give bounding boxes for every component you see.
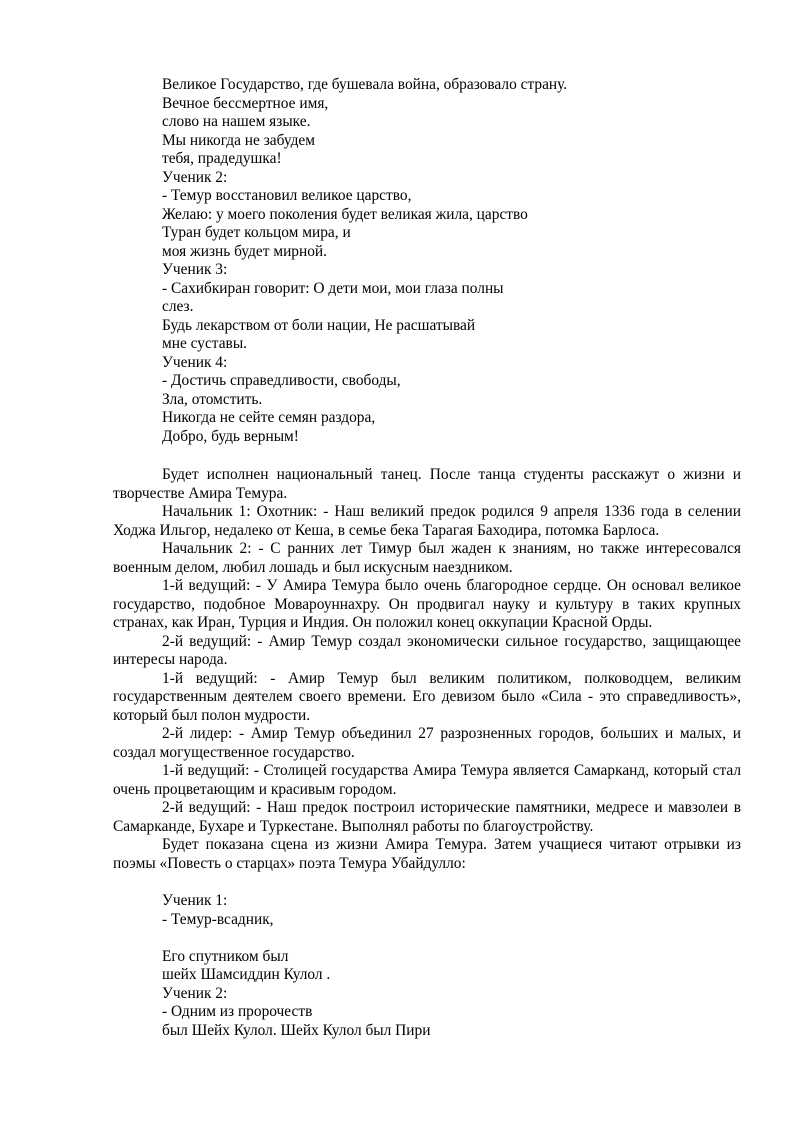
verse-line: был Шейх Кулол. Шейх Кулол был Пири [162, 1021, 431, 1039]
speaker-label: Ученик 2: [162, 168, 228, 186]
verse-line: Туран будет кольцом мира, и [162, 224, 351, 241]
poem-verse-top [162, 76, 722, 446]
speaker-label: Ученик 4: [162, 353, 228, 371]
verse-line: - Сахибкиран говорит: О дети мои, мои глаза полны [162, 279, 504, 297]
verse-line: Мы никогда не забудем [162, 131, 315, 149]
paragraph: 2-й лидер: - Амир Темур объединил 27 разрозненных городов, больших и малых, и создал могущественное государство. [113, 725, 741, 761]
script-prose [113, 466, 741, 873]
paragraph: Будет исполнен национальный танец. После танца студенты расскажут о жизни и творчестве Амира Темура. [113, 466, 741, 502]
poem-verse-bottom [162, 892, 722, 1040]
verse-line: Будь лекарством от боли нации, Не расшатывай [162, 316, 476, 334]
verse-line: - Темур-всадник, [162, 910, 274, 928]
paragraph: 2-й ведущий: - Амир Темур создал экономически сильное государство, защищающее интересы народа. [113, 632, 741, 668]
speaker-label: Ученик 2: [162, 984, 228, 1002]
verse-line: Желаю: у моего поколения будет великая жила, царство [162, 205, 528, 223]
paragraph: 1-й ведущий: - Столицей государства Амира Темура является Самарканд, который стал очень процветающим и красивым городом. [113, 762, 741, 798]
verse-line: Великое Государство, где бушевала война, образовало страну. [162, 76, 568, 93]
verse-line: Никогда не сейте семян раздора, [162, 409, 376, 426]
paragraph: Будет показана сцена из жизни Амира Темура. Затем учащиеся читают отрывки из поэмы «Повесть о старцах» поэта Темура Убайдулло: [113, 836, 741, 872]
verse-line: Его спутником был [162, 947, 289, 965]
verse-line: слово на нашем языке. [162, 113, 311, 130]
paragraph: Начальник 2: - С ранних лет Тимур был жаден к знаниям, но также интересовался военным делом, любил лошадь и был искусным наездником. [113, 540, 741, 576]
verse-line: - Достичь справедливости, свободы, [162, 372, 401, 389]
paragraph: Начальник 1: Охотник: - Наш великий предок родился 9 апреля 1336 года в селении Ходжа Ильгор, недалеко от Кеша, в семье бека Тарагая Баходира, потомка Барлоса. [113, 503, 741, 539]
blank-line [162, 929, 722, 948]
verse-line: - Темур восстановил великое царство, [162, 187, 412, 204]
verse-line: моя жизнь будет мирной. [162, 242, 328, 260]
verse-line: мне суставы. [162, 335, 248, 352]
verse-line: слез. [162, 298, 194, 315]
speaker-label: Ученик 3: [162, 261, 228, 278]
verse-line: тебя, прадедушка! [162, 150, 282, 167]
paragraph: 1-й ведущий: - У Амира Темура было очень благородное сердце. Он основал великое государство, подобное Мовароуннахру. Он продвигал науку и культуру в таких крупных странах, как Иран, Турция и Индия. Он положил конец оккупации Красной Орды. [113, 577, 741, 631]
verse-line: Зла, отомстить. [162, 390, 263, 408]
paragraph: 2-й ведущий: - Наш предок построил исторические памятники, медресе и мавзолеи в Самарканде, Бухаре и Туркестане. Выполнял работы по благоустройству. [113, 799, 741, 835]
verse-line: Добро, будь верным! [162, 427, 299, 445]
verse-line: шейх Шамсиддин Кулол . [162, 966, 331, 983]
paragraph: 1-й ведущий: - Амир Темур был великим политиком, полководцем, великим государственным деятелем своего времени. Его девизом было «Сила - это справедливость», который был полон мудрости. [113, 669, 741, 724]
speaker-label: Ученик 1: [162, 892, 228, 909]
verse-line: Вечное бессмертное имя, [162, 94, 329, 112]
verse-line: - Одним из пророчеств [162, 1003, 313, 1020]
